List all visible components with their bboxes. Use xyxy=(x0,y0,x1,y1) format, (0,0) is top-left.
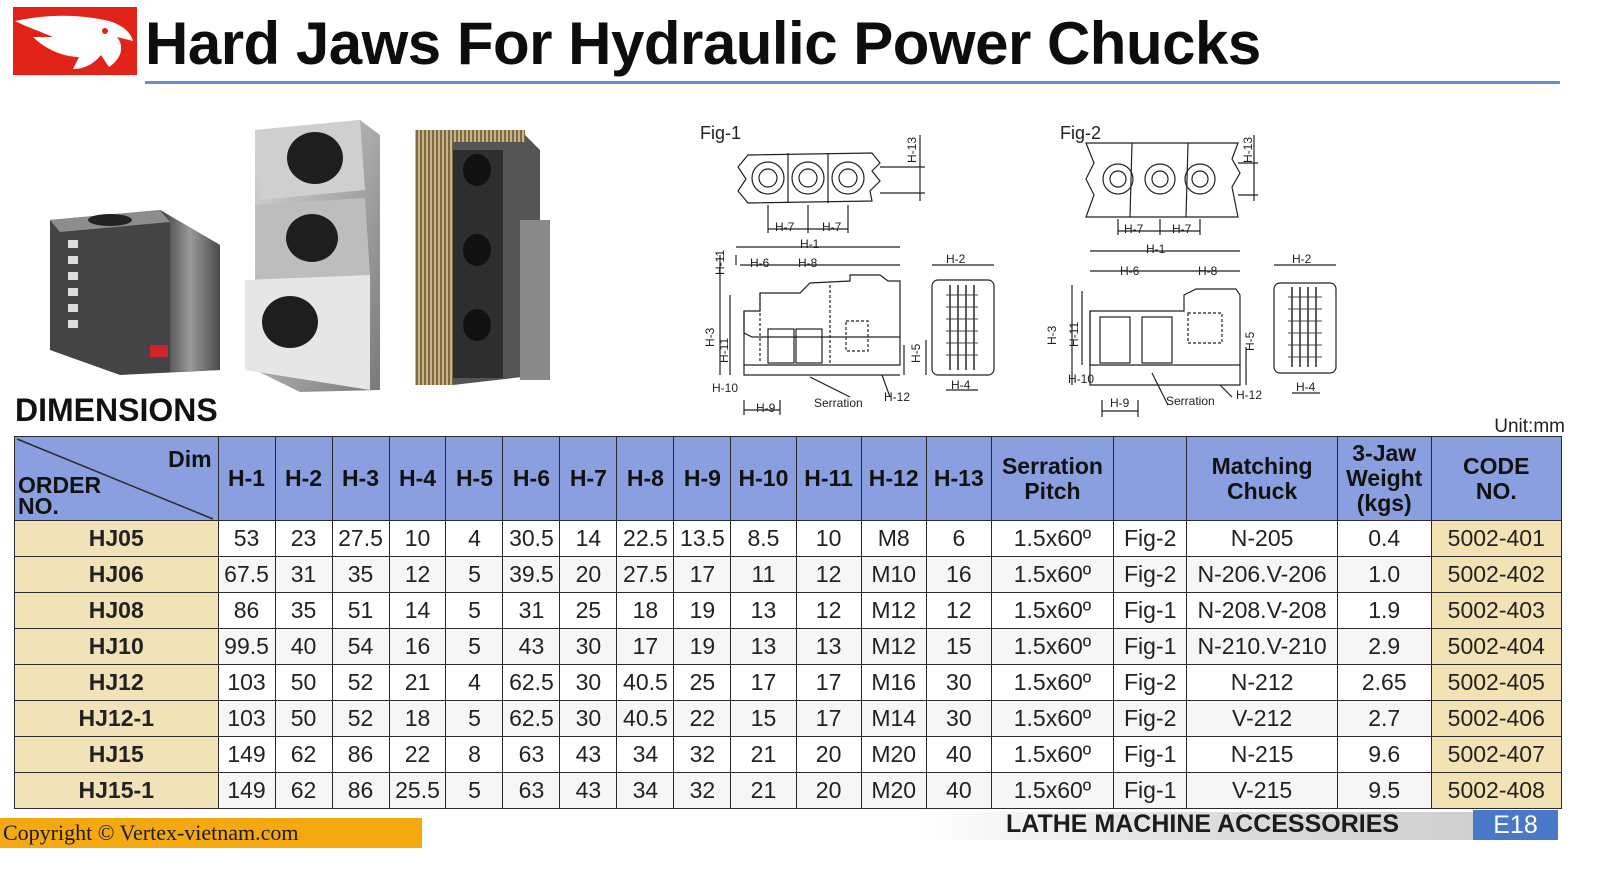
table-cell: N-208.V-208 xyxy=(1187,593,1338,629)
table-cell: 35 xyxy=(332,557,389,593)
code-no-cell: 5002-404 xyxy=(1431,629,1561,665)
table-cell: 1.5x60º xyxy=(991,701,1113,737)
table-row xyxy=(15,773,1562,809)
fig2-h13-label: H-13 xyxy=(1241,136,1255,163)
dimensions-table xyxy=(14,436,1562,809)
table-cell: 103 xyxy=(218,665,275,701)
fig2-h7a-label: H-7 xyxy=(1124,222,1144,236)
column-header xyxy=(1187,437,1338,521)
fig2-h8-label: H-8 xyxy=(1198,264,1218,278)
fig2-h3-label: H-3 xyxy=(1045,325,1059,345)
table-cell: 18 xyxy=(389,701,446,737)
table-cell: 17 xyxy=(617,629,674,665)
table-cell: 1.5x60º xyxy=(991,593,1113,629)
table-cell: 9.5 xyxy=(1337,773,1431,809)
table-cell: 19 xyxy=(674,629,731,665)
table-cell: 8.5 xyxy=(731,521,796,557)
table-cell: Fig-1 xyxy=(1114,593,1187,629)
jaw-photo-3 xyxy=(415,130,550,385)
fig1-h4-label: H-4 xyxy=(951,378,971,392)
table-cell: 1.9 xyxy=(1337,593,1431,629)
fig1-h11a-label: H-11 xyxy=(713,249,727,275)
table-cell: 25 xyxy=(560,593,617,629)
table-cell: 1.0 xyxy=(1337,557,1431,593)
table-cell: 103 xyxy=(218,701,275,737)
fig2-h1-label: H-1 xyxy=(1146,242,1166,256)
table-cell: 8 xyxy=(446,737,503,773)
fig2-h10-label: H-10 xyxy=(1068,372,1095,386)
table-cell: 4 xyxy=(446,521,503,557)
code-no-cell: 5002-407 xyxy=(1431,737,1561,773)
table-cell: 62 xyxy=(275,737,332,773)
column-header xyxy=(796,437,861,521)
table-cell: 2.7 xyxy=(1337,701,1431,737)
fig1-h6-label: H-6 xyxy=(750,256,770,270)
table-cell: Fig-1 xyxy=(1114,629,1187,665)
order-no-cell: HJ12 xyxy=(15,665,219,701)
table-cell: 43 xyxy=(503,629,560,665)
column-header-line1: H-2 xyxy=(284,465,323,491)
column-header-line1: H-1 xyxy=(228,465,266,491)
order-no-cell: HJ15 xyxy=(15,737,219,773)
table-corner-header xyxy=(15,437,219,521)
column-header-line1: Serration xyxy=(1001,452,1103,479)
table-cell: 53 xyxy=(218,521,275,557)
table-cell: 62.5 xyxy=(503,701,560,737)
column-header xyxy=(389,437,446,521)
table-cell: 5 xyxy=(446,773,503,809)
table-cell: 5 xyxy=(446,557,503,593)
fig1-h10-label: H-10 xyxy=(712,381,739,395)
fig1-h2-label: H-2 xyxy=(946,252,966,266)
table-cell: 86 xyxy=(332,737,389,773)
table-cell: 17 xyxy=(674,557,731,593)
column-header-line2: Weight xyxy=(1346,465,1423,491)
column-header-line3: (kgs) xyxy=(1356,490,1412,516)
table-cell: 22.5 xyxy=(617,521,674,557)
fig1-serration-label: Serration xyxy=(814,396,863,410)
table-cell: 32 xyxy=(674,773,731,809)
table-row xyxy=(15,665,1562,701)
table-row xyxy=(15,521,1562,557)
column-header-line1: H-11 xyxy=(804,465,853,491)
table-cell: 21 xyxy=(731,737,796,773)
table-cell: 20 xyxy=(560,557,617,593)
table-cell: 43 xyxy=(560,737,617,773)
fig1-h3-label: H-3 xyxy=(703,327,717,347)
fig1-h1-label: H-1 xyxy=(800,237,820,251)
column-header xyxy=(991,437,1113,521)
table-cell: 67.5 xyxy=(218,557,275,593)
column-header-line1: H-10 xyxy=(738,465,789,491)
table-cell: M16 xyxy=(861,665,926,701)
table-cell: 23 xyxy=(275,521,332,557)
fig1-label: Fig-1 xyxy=(700,123,742,143)
column-header-line1: Matching xyxy=(1211,452,1313,479)
table-cell: 86 xyxy=(332,773,389,809)
table-cell: Fig-2 xyxy=(1114,665,1187,701)
table-cell: 34 xyxy=(617,773,674,809)
table-cell: 13.5 xyxy=(674,521,731,557)
table-row xyxy=(15,629,1562,665)
fig2-h4-label: H-4 xyxy=(1296,380,1316,394)
table-cell: 1.5x60º xyxy=(991,773,1113,809)
table-cell: 40 xyxy=(926,773,991,809)
column-header xyxy=(560,437,617,521)
corner-order-line1: ORDER xyxy=(18,472,102,498)
fig1-h9-label: H-9 xyxy=(756,401,776,415)
fig2-h5-label: H-5 xyxy=(1243,331,1257,351)
column-header-line1: H-5 xyxy=(455,465,493,491)
table-cell: 25 xyxy=(674,665,731,701)
column-header xyxy=(926,437,991,521)
product-photos xyxy=(40,110,580,400)
column-header-line1: H-6 xyxy=(512,465,550,491)
fig1-h12-label: H-12 xyxy=(884,390,911,404)
column-header-line2: NO. xyxy=(1475,477,1517,504)
table-cell: 51 xyxy=(332,593,389,629)
column-header-line1: H-12 xyxy=(868,465,919,491)
table-cell: 9.6 xyxy=(1337,737,1431,773)
table-cell: 25.5 xyxy=(389,773,446,809)
table-cell: 5 xyxy=(446,593,503,629)
table-cell: 30 xyxy=(560,665,617,701)
table-cell: Fig-2 xyxy=(1114,701,1187,737)
table-cell: 11 xyxy=(731,557,796,593)
table-cell: 149 xyxy=(218,773,275,809)
table-cell: 62.5 xyxy=(503,665,560,701)
table-cell: 1.5x60º xyxy=(991,521,1113,557)
order-no-cell: HJ08 xyxy=(15,593,219,629)
table-cell: 149 xyxy=(218,737,275,773)
table-cell: 14 xyxy=(389,593,446,629)
table-cell: M12 xyxy=(861,629,926,665)
fig2-h7b-label: H-7 xyxy=(1172,222,1192,236)
table-cell: 5 xyxy=(446,701,503,737)
column-header xyxy=(674,437,731,521)
table-cell: 40 xyxy=(926,737,991,773)
unit-label: Unit:mm xyxy=(1494,416,1565,437)
table-cell: N-210.V-210 xyxy=(1187,629,1338,665)
table-cell: M10 xyxy=(861,557,926,593)
table-cell: V-212 xyxy=(1187,701,1338,737)
table-cell: 30 xyxy=(926,665,991,701)
table-cell: 40.5 xyxy=(617,701,674,737)
order-no-cell: HJ15-1 xyxy=(15,773,219,809)
table-cell: 50 xyxy=(275,701,332,737)
table-cell: 12 xyxy=(796,557,861,593)
table-cell: Fig-2 xyxy=(1114,557,1187,593)
fig2-h2-label: H-2 xyxy=(1292,252,1312,266)
table-cell: 6 xyxy=(926,521,991,557)
table-row xyxy=(15,557,1562,593)
table-cell: 15 xyxy=(926,629,991,665)
table-cell: 19 xyxy=(674,593,731,629)
table-cell: M20 xyxy=(861,737,926,773)
fig1-h13-label: H-13 xyxy=(905,136,919,163)
table-cell: 54 xyxy=(332,629,389,665)
table-cell: 30 xyxy=(560,629,617,665)
table-cell: 10 xyxy=(389,521,446,557)
table-cell: 27.5 xyxy=(617,557,674,593)
table-cell: 2.65 xyxy=(1337,665,1431,701)
table-cell: 31 xyxy=(275,557,332,593)
table-row xyxy=(15,701,1562,737)
table-header-row xyxy=(15,437,1562,521)
table-row xyxy=(15,593,1562,629)
column-header xyxy=(1114,437,1187,521)
fig1-h5-label: H-5 xyxy=(909,343,923,363)
table-cell: 12 xyxy=(389,557,446,593)
column-header xyxy=(446,437,503,521)
table-cell: 13 xyxy=(731,629,796,665)
table-cell: 4 xyxy=(446,665,503,701)
table-cell: Fig-1 xyxy=(1114,737,1187,773)
table-cell: 12 xyxy=(796,593,861,629)
table-cell: 86 xyxy=(218,593,275,629)
jaw-photo-1 xyxy=(50,210,220,375)
column-header xyxy=(275,437,332,521)
table-cell: 10 xyxy=(796,521,861,557)
table-cell: 16 xyxy=(926,557,991,593)
corner-order-line2: NO. xyxy=(18,493,59,519)
code-no-cell: 5002-401 xyxy=(1431,521,1561,557)
fig2-h12-label: H-12 xyxy=(1236,388,1263,402)
column-header-line2: Pitch xyxy=(1024,477,1081,504)
table-cell: 99.5 xyxy=(218,629,275,665)
table-cell: 20 xyxy=(796,737,861,773)
table-cell: 62 xyxy=(275,773,332,809)
corner-order-label xyxy=(18,472,102,519)
section-label: LATHE MACHINE ACCESSORIES xyxy=(1006,810,1400,838)
page-title: Hard Jaws For Hydraulic Power Chucks xyxy=(145,10,1261,77)
order-no-cell: HJ06 xyxy=(15,557,219,593)
table-cell: 63 xyxy=(503,773,560,809)
fig1-h8-label: H-8 xyxy=(798,256,818,270)
code-no-cell: 5002-403 xyxy=(1431,593,1561,629)
fig1-h7a-label: H-7 xyxy=(775,220,795,234)
table-cell: 30.5 xyxy=(503,521,560,557)
copyright-banner: Copyright © Vertex-vietnam.com xyxy=(0,818,422,848)
code-no-cell: 5002-406 xyxy=(1431,701,1561,737)
table-cell: 30 xyxy=(560,701,617,737)
title-rule xyxy=(145,81,1560,84)
code-no-cell: 5002-402 xyxy=(1431,557,1561,593)
table-cell: 18 xyxy=(617,593,674,629)
table-cell: 20 xyxy=(796,773,861,809)
table-cell: 63 xyxy=(503,737,560,773)
fig2-h6-label: H-6 xyxy=(1120,264,1140,278)
table-cell: 2.9 xyxy=(1337,629,1431,665)
table-cell: 16 xyxy=(389,629,446,665)
column-header xyxy=(861,437,926,521)
table-cell: 30 xyxy=(926,701,991,737)
column-header xyxy=(617,437,674,521)
table-cell: Fig-2 xyxy=(1114,521,1187,557)
column-header-line1: H-3 xyxy=(341,465,380,491)
table-cell: 1.5x60º xyxy=(991,557,1113,593)
column-header-line1: H-4 xyxy=(398,465,437,491)
table-cell: 27.5 xyxy=(332,521,389,557)
page-number: E18 xyxy=(1473,810,1558,840)
table-cell: 14 xyxy=(560,521,617,557)
table-row xyxy=(15,737,1562,773)
table-body xyxy=(15,521,1562,809)
column-header-line1: H-9 xyxy=(683,465,721,491)
fig2-h11-label: H-11 xyxy=(1067,321,1081,347)
table-cell: 21 xyxy=(389,665,446,701)
table-cell: 1.5x60º xyxy=(991,737,1113,773)
column-header xyxy=(731,437,796,521)
fig1-h11b-label: H-11 xyxy=(717,337,731,363)
jaw-photo-2 xyxy=(245,120,380,392)
code-no-cell: 5002-408 xyxy=(1431,773,1561,809)
fig1-h7b-label: H-7 xyxy=(822,220,842,234)
column-header xyxy=(1337,437,1431,521)
table-cell: 32 xyxy=(674,737,731,773)
dimensions-heading: DIMENSIONS xyxy=(15,392,218,428)
table-cell: 17 xyxy=(731,665,796,701)
table-cell: 52 xyxy=(332,665,389,701)
table-cell: 43 xyxy=(560,773,617,809)
column-header xyxy=(1431,437,1561,521)
table-cell: 13 xyxy=(731,593,796,629)
column-header-line1: H-7 xyxy=(569,465,607,491)
column-header-line1: H-13 xyxy=(933,465,984,491)
table-cell: V-215 xyxy=(1187,773,1338,809)
order-no-cell: HJ12-1 xyxy=(15,701,219,737)
table-cell: M8 xyxy=(861,521,926,557)
table-cell: 1.5x60º xyxy=(991,629,1113,665)
column-header-line1: H-8 xyxy=(626,465,664,491)
figure-2 xyxy=(1045,115,1480,430)
table-cell: 40.5 xyxy=(617,665,674,701)
table-cell: 39.5 xyxy=(503,557,560,593)
table-cell: 35 xyxy=(275,593,332,629)
table-cell: 12 xyxy=(926,593,991,629)
code-no-cell: 5002-405 xyxy=(1431,665,1561,701)
column-header-line2: Chuck xyxy=(1226,477,1298,504)
table-cell: N-215 xyxy=(1187,737,1338,773)
fig2-serration-label: Serration xyxy=(1166,394,1215,408)
table-cell: 1.5x60º xyxy=(991,665,1113,701)
eagle-head-logo xyxy=(13,7,137,75)
table-cell: 22 xyxy=(674,701,731,737)
fig2-label: Fig-2 xyxy=(1060,123,1102,143)
table-cell: 0.4 xyxy=(1337,521,1431,557)
table-cell: 52 xyxy=(332,701,389,737)
table-cell: M20 xyxy=(861,773,926,809)
table-cell: 31 xyxy=(503,593,560,629)
figure-1 xyxy=(700,115,1120,430)
column-header xyxy=(332,437,389,521)
column-header-line1: CODE xyxy=(1463,452,1530,479)
order-no-cell: HJ10 xyxy=(15,629,219,665)
table-cell: 13 xyxy=(796,629,861,665)
table-cell: M12 xyxy=(861,593,926,629)
column-header xyxy=(503,437,560,521)
table-cell: 50 xyxy=(275,665,332,701)
table-cell: 17 xyxy=(796,701,861,737)
corner-dim-label: Dim xyxy=(168,446,212,472)
table-cell: 21 xyxy=(731,773,796,809)
column-header xyxy=(218,437,275,521)
column-header-line1: 3-Jaw xyxy=(1352,440,1417,466)
table-cell: 22 xyxy=(389,737,446,773)
table-cell: N-205 xyxy=(1187,521,1338,557)
order-no-cell: HJ05 xyxy=(15,521,219,557)
table-cell: 5 xyxy=(446,629,503,665)
table-cell: 34 xyxy=(617,737,674,773)
table-cell: 17 xyxy=(796,665,861,701)
table-cell: 15 xyxy=(731,701,796,737)
table-cell: N-212 xyxy=(1187,665,1338,701)
table-cell: N-206.V-206 xyxy=(1187,557,1338,593)
table-cell: Fig-1 xyxy=(1114,773,1187,809)
table-cell: M14 xyxy=(861,701,926,737)
table-cell: 40 xyxy=(275,629,332,665)
fig2-h9-label: H-9 xyxy=(1110,396,1130,410)
